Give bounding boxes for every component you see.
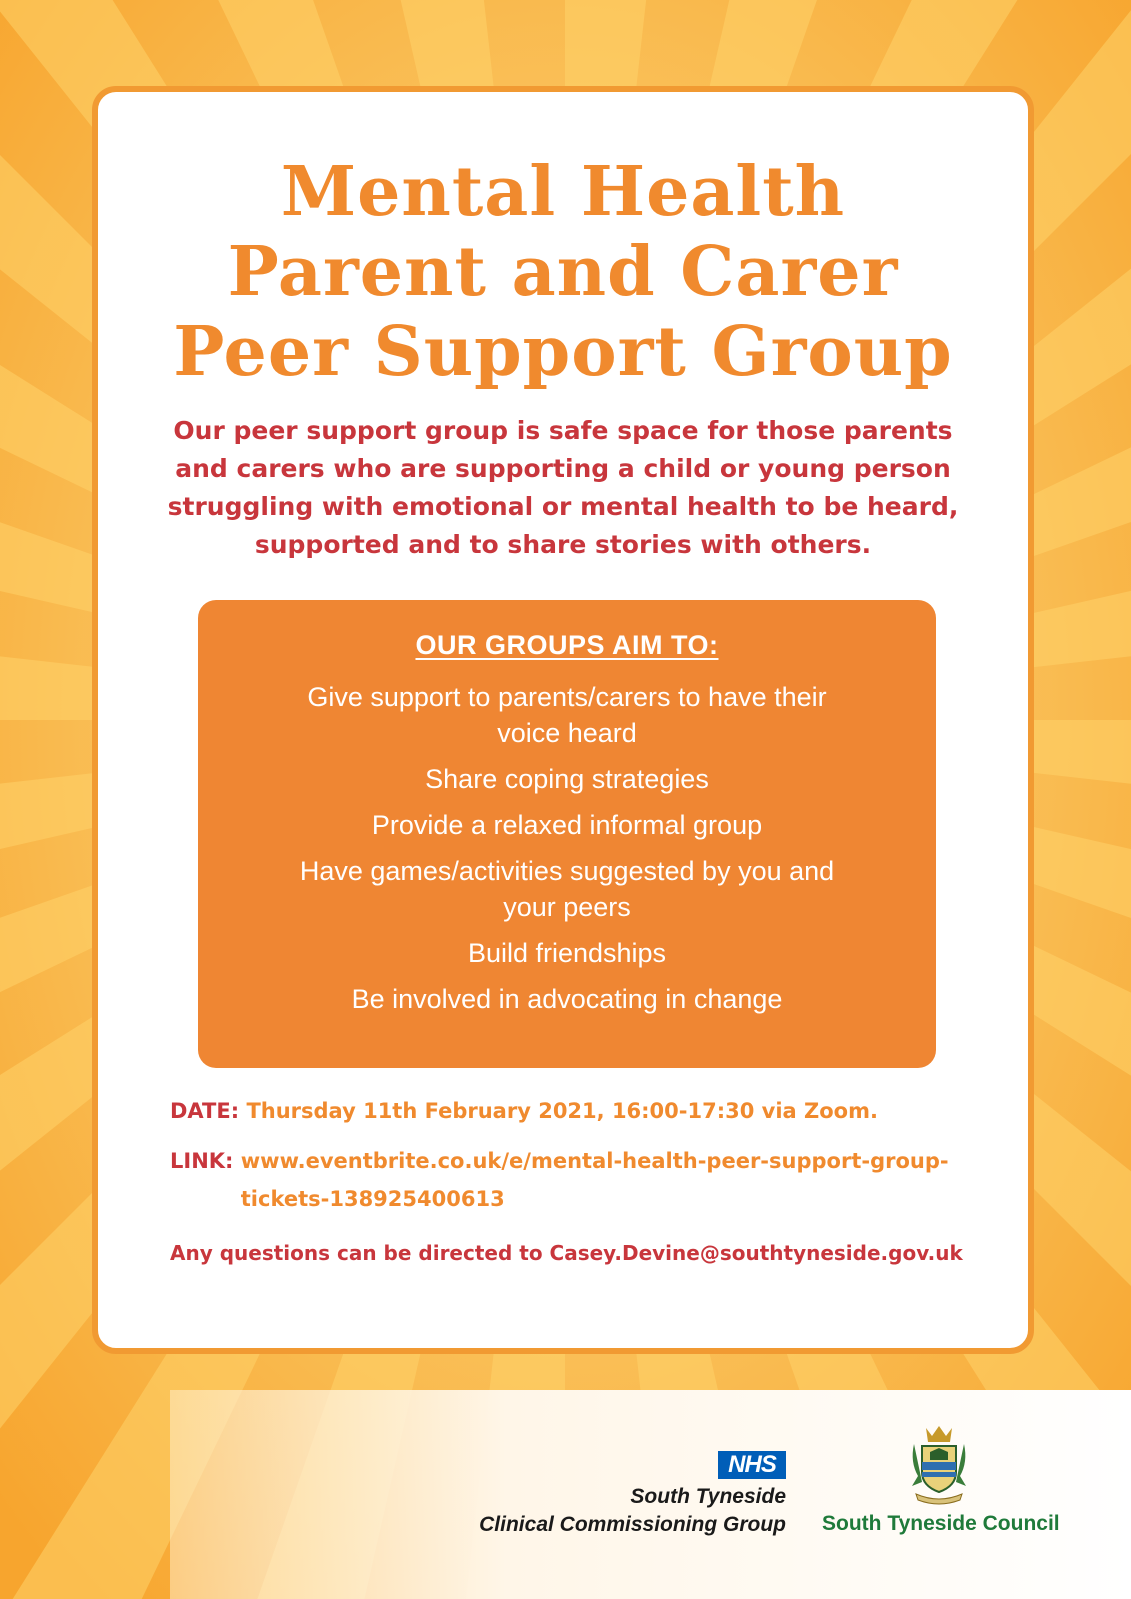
nhs-logo: NHS	[718, 1451, 786, 1479]
aim-item: Share coping strategies	[425, 764, 709, 794]
council-name: South Tyneside Council	[822, 1512, 1060, 1535]
ccg-line-1: South Tyneside	[630, 1485, 786, 1508]
content-card	[92, 86, 1034, 1354]
ccg-name	[440, 1483, 786, 1539]
ccg-line-2: Clinical Commissioning Group	[479, 1513, 786, 1536]
eventbrite-link[interactable]: www.eventbrite.co.uk/e/mental-health-peer-support-group-tickets-138925400613	[240, 1149, 949, 1211]
aims-list	[287, 679, 847, 1017]
contact-line: Any questions can be directed to Casey.Devine@southtyneside.gov.uk	[170, 1241, 963, 1265]
aim-item: Provide a relaxed informal group	[371, 810, 763, 840]
aim-item: Build friendships	[467, 938, 667, 968]
title-line-3: Peer Support Group	[173, 312, 953, 392]
title-line-1: Mental Health	[280, 152, 846, 232]
council-crest-icon	[908, 1422, 970, 1508]
page-title	[98, 152, 1028, 392]
aims-heading: OUR GROUPS AIM TO:	[415, 630, 719, 660]
aims-box	[198, 600, 936, 1068]
title-line-2: Parent and Carer	[227, 232, 899, 312]
event-date	[170, 1092, 990, 1130]
date-label: DATE:	[170, 1099, 240, 1123]
aim-item: Have games/activities suggested by you and your peers	[299, 856, 835, 922]
event-link	[170, 1142, 990, 1218]
intro-paragraph: Our peer support group is safe space for those parents and carers who are supporting a child or young person struggling with emotional or mental health to be heard, supported and to share stories with others.	[167, 416, 959, 559]
aim-item: Give support to parents/carers to have their voice heard	[307, 682, 827, 748]
link-label: LINK:	[170, 1149, 234, 1173]
aim-item: Be involved in advocating in change	[351, 984, 783, 1014]
date-value: Thursday 11th February 2021, 16:00-17:30 via Zoom.	[246, 1099, 878, 1123]
